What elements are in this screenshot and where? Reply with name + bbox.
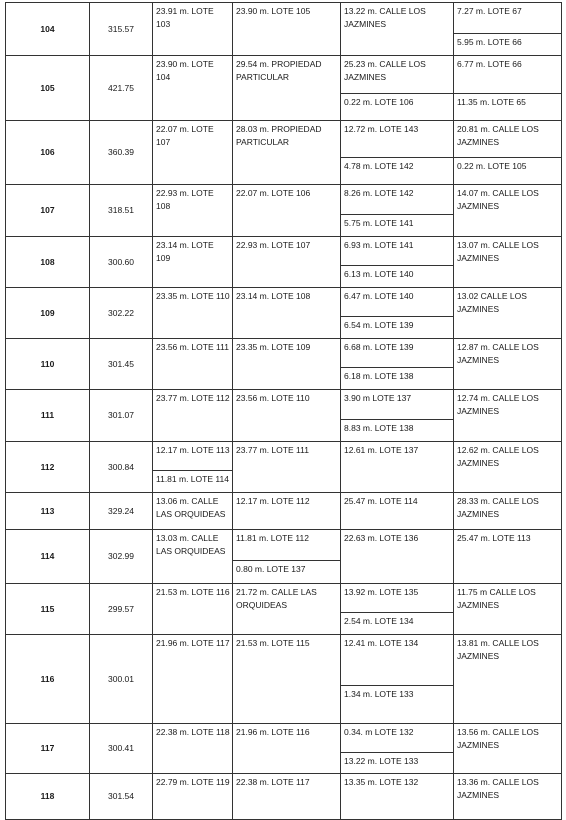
boundary-cell-4 (454, 56, 562, 121)
boundary-cell-1 (153, 774, 233, 820)
boundary-segment: 7.27 m. LOTE 67 (457, 6, 522, 16)
boundary-cell-4 (454, 584, 562, 635)
boundary-segment: 22.93 m. LOTE 108 (156, 188, 214, 211)
area-cell (90, 237, 153, 288)
area-cell (90, 442, 153, 493)
boundary-segment: 22.79 m. LOTE 119 (156, 777, 230, 787)
boundary-cell-2 (233, 237, 341, 288)
boundary-cell-2 (233, 724, 341, 774)
boundary-segment: 22.38 m. LOTE 118 (156, 727, 230, 737)
boundary-cell-4 (454, 237, 562, 288)
boundary-segment: 13.22 m. LOTE 133 (341, 752, 453, 772)
boundary-cell-4 (454, 3, 562, 56)
boundary-segment: 6.77 m. LOTE 66 (457, 59, 522, 69)
boundary-segment: 8.26 m. LOTE 142 (344, 188, 414, 198)
boundary-cell-4 (454, 288, 562, 339)
boundary-cell-1 (153, 442, 233, 493)
lote-number: 113 (40, 505, 55, 516)
boundary-segment: 11.81 m. LOTE 112 (236, 533, 309, 543)
boundary-segment: 13.02 CALLE LOS JAZMINES (457, 291, 527, 314)
lote-number: 117 (40, 743, 55, 753)
boundary-segment: 4.78 m. LOTE 142 (341, 157, 453, 183)
table-row (6, 121, 562, 185)
boundary-cell-4 (454, 390, 562, 442)
table-row (6, 237, 562, 288)
boundary-segment: 23.77 m. LOTE 112 (156, 393, 230, 403)
boundary-segment: 23.77 m. LOTE 111 (236, 445, 309, 455)
boundary-segment: 13.07 m. CALLE LOS JAZMINES (457, 240, 539, 263)
area-value: 300.41 (108, 743, 134, 753)
table-row (6, 724, 562, 774)
area-cell (90, 390, 153, 442)
area-value: 300.84 (108, 461, 134, 472)
lote-number: 106 (40, 147, 55, 157)
boundary-segment: 6.93 m. LOTE 141 (344, 240, 414, 250)
boundary-cell-3 (341, 237, 454, 288)
boundary-cell-4 (454, 635, 562, 724)
boundary-segment: 28.03 m. PROPIEDAD PARTICULAR (236, 124, 322, 147)
boundary-segment: 25.23 m. CALLE LOS JAZMINES (344, 59, 426, 82)
area-cell (90, 339, 153, 390)
boundary-segment: 21.72 m. CALLE LAS ORQUIDEAS (236, 587, 317, 610)
lote-number-cell (6, 493, 90, 530)
boundary-cell-4 (454, 774, 562, 820)
boundary-cell-1 (153, 121, 233, 185)
boundary-cell-2 (233, 3, 341, 56)
area-cell (90, 3, 153, 56)
area-cell (90, 493, 153, 530)
lot-boundaries-table (5, 2, 562, 820)
boundary-cell-1 (153, 584, 233, 635)
area-cell (90, 635, 153, 724)
area-cell (90, 584, 153, 635)
boundary-segment: 12.72 m. LOTE 143 (344, 124, 419, 134)
table-row (6, 635, 562, 724)
table-row (6, 390, 562, 442)
area-value: 301.45 (108, 358, 134, 369)
lote-number: 105 (40, 82, 55, 93)
boundary-segment: 23.91 m. LOTE 103 (156, 6, 214, 29)
boundary-segment: 21.96 m. LOTE 116 (236, 727, 310, 737)
boundary-cell-1 (153, 493, 233, 530)
boundary-segment: 0.34. m LOTE 132 (344, 727, 414, 737)
area-value: 421.75 (108, 82, 134, 93)
area-value: 301.54 (108, 791, 134, 801)
boundary-cell-2 (233, 390, 341, 442)
boundary-cell-3 (341, 635, 454, 724)
area-cell (90, 121, 153, 185)
boundary-segment: 22.07 m. LOTE 107 (156, 124, 214, 147)
boundary-cell-1 (153, 56, 233, 121)
boundary-cell-3 (341, 339, 454, 390)
boundary-cell-3 (341, 185, 454, 237)
table-row (6, 584, 562, 635)
boundary-cell-3 (341, 56, 454, 121)
lote-number-cell (6, 724, 90, 774)
boundary-segment: 20.81 m. CALLE LOS JAZMINES (457, 124, 539, 147)
table-row (6, 493, 562, 530)
boundary-cell-3 (341, 774, 454, 820)
boundary-segment: 6.13 m. LOTE 140 (341, 265, 453, 286)
area-value: 360.39 (108, 147, 134, 157)
boundary-segment: 23.56 m. LOTE 111 (156, 342, 229, 352)
boundary-segment: 3.90 m LOTE 137 (344, 393, 412, 403)
boundary-cell-3 (341, 442, 454, 493)
boundary-segment: 25.47 m. LOTE 113 (457, 533, 531, 543)
boundary-segment: 12.61 m. LOTE 137 (344, 445, 419, 455)
boundary-segment: 0.80 m. LOTE 137 (233, 560, 340, 582)
table-row (6, 185, 562, 237)
lote-number-cell (6, 185, 90, 237)
table-body (6, 3, 562, 820)
boundary-cell-4 (454, 724, 562, 774)
boundary-cell-1 (153, 530, 233, 584)
boundary-cell-1 (153, 288, 233, 339)
boundary-segment: 22.93 m. LOTE 107 (236, 240, 311, 250)
area-cell (90, 530, 153, 584)
boundary-segment: 12.74 m. CALLE LOS JAZMINES (457, 393, 539, 416)
lote-number: 112 (40, 461, 55, 472)
boundary-segment: 13.36 m. CALLE LOS JAZMINES (457, 777, 539, 800)
boundary-segment: 13.03 m. CALLE LAS ORQUIDEAS (156, 533, 226, 556)
boundary-segment: 0.22 m. LOTE 106 (341, 93, 453, 119)
boundary-cell-1 (153, 237, 233, 288)
area-value: 299.57 (108, 603, 134, 614)
table-row (6, 288, 562, 339)
lote-number: 114 (40, 551, 55, 561)
lote-number: 116 (40, 673, 55, 684)
boundary-segment: 6.54 m. LOTE 139 (341, 316, 453, 337)
boundary-cell-2 (233, 635, 341, 724)
area-value: 300.60 (108, 256, 134, 267)
lote-number: 109 (40, 307, 55, 318)
boundary-segment: 11.75 m CALLE LOS JAZMINES (457, 587, 536, 610)
boundary-cell-4 (454, 185, 562, 237)
area-cell (90, 56, 153, 121)
boundary-cell-1 (153, 185, 233, 237)
lote-number-cell (6, 635, 90, 724)
lote-number: 111 (40, 410, 55, 420)
table-row (6, 3, 562, 56)
boundary-segment: 23.35 m. LOTE 110 (156, 291, 230, 301)
lote-number: 104 (40, 23, 55, 34)
boundary-segment: 13.56 m. CALLE LOS JAZMINES (457, 727, 539, 750)
boundary-segment: 13.35 m. LOTE 132 (344, 777, 419, 787)
boundary-segment: 12.87 m. CALLE LOS JAZMINES (457, 342, 539, 365)
boundary-cell-1 (153, 635, 233, 724)
boundary-cell-1 (153, 724, 233, 774)
lote-number-cell (6, 288, 90, 339)
boundary-segment: 23.35 m. LOTE 109 (236, 342, 311, 352)
boundary-segment: 22.63 m. LOTE 136 (344, 533, 419, 543)
lote-number-cell (6, 584, 90, 635)
area-cell (90, 185, 153, 237)
table-row (6, 530, 562, 584)
boundary-segment: 23.56 m. LOTE 110 (236, 393, 310, 403)
boundary-cell-2 (233, 774, 341, 820)
boundary-cell-3 (341, 3, 454, 56)
boundary-cell-2 (233, 185, 341, 237)
boundary-segment: 22.07 m. LOTE 106 (236, 188, 311, 198)
table-row (6, 56, 562, 121)
boundary-cell-2 (233, 530, 341, 584)
lote-number-cell (6, 121, 90, 185)
boundary-segment: 21.53 m. LOTE 115 (236, 638, 310, 648)
area-cell (90, 774, 153, 820)
boundary-segment: 8.83 m. LOTE 138 (341, 419, 453, 440)
lote-number-cell (6, 390, 90, 442)
boundary-segment: 13.81 m. CALLE LOS JAZMINES (457, 638, 539, 661)
area-value: 302.22 (108, 307, 134, 318)
boundary-segment: 13.06 m. CALLE LAS ORQUIDEAS (156, 496, 226, 519)
boundary-cell-2 (233, 584, 341, 635)
boundary-segment: 21.53 m. LOTE 116 (156, 587, 230, 597)
lote-number-cell (6, 237, 90, 288)
lote-number: 115 (40, 603, 55, 614)
boundary-segment: 11.81 m. LOTE 114 (153, 470, 232, 491)
boundary-cell-2 (233, 56, 341, 121)
boundary-cell-1 (153, 390, 233, 442)
boundary-segment: 5.75 m. LOTE 141 (341, 214, 453, 235)
boundary-segment: 12.62 m. CALLE LOS JAZMINES (457, 445, 539, 468)
lote-number-cell (6, 774, 90, 820)
boundary-segment: 13.92 m. LOTE 135 (344, 587, 419, 597)
boundary-cell-4 (454, 121, 562, 185)
boundary-segment: 6.47 m. LOTE 140 (344, 291, 414, 301)
lote-number: 110 (40, 358, 55, 369)
boundary-segment: 25.47 m. LOTE 114 (344, 496, 418, 506)
boundary-segment: 22.38 m. LOTE 117 (236, 777, 310, 787)
area-value: 302.99 (108, 551, 134, 561)
boundary-cell-1 (153, 3, 233, 56)
lote-number: 107 (40, 205, 55, 215)
boundary-segment: 5.95 m. LOTE 66 (454, 33, 561, 54)
area-value: 329.24 (108, 505, 134, 516)
lote-number-cell (6, 339, 90, 390)
boundary-segment: 23.14 m. LOTE 108 (236, 291, 311, 301)
table-row (6, 442, 562, 493)
boundary-cell-2 (233, 121, 341, 185)
lote-number-cell (6, 530, 90, 584)
boundary-cell-3 (341, 121, 454, 185)
table-row (6, 339, 562, 390)
boundary-cell-3 (341, 584, 454, 635)
boundary-cell-2 (233, 288, 341, 339)
boundary-segment: 1.34 m. LOTE 133 (341, 685, 453, 722)
lote-number: 118 (40, 791, 55, 801)
boundary-cell-4 (454, 530, 562, 584)
area-cell (90, 724, 153, 774)
boundary-segment: 11.35 m. LOTE 65 (454, 93, 561, 119)
lote-number-cell (6, 442, 90, 493)
boundary-cell-3 (341, 493, 454, 530)
boundary-cell-3 (341, 288, 454, 339)
boundary-segment: 28.33 m. CALLE LOS JAZMINES (457, 496, 539, 519)
boundary-segment: 0.22 m. LOTE 105 (454, 157, 561, 183)
area-value: 318.51 (108, 205, 134, 215)
boundary-segment: 12.41 m. LOTE 134 (344, 638, 419, 648)
boundary-cell-3 (341, 390, 454, 442)
area-value: 301.07 (108, 410, 134, 420)
table-row (6, 774, 562, 820)
boundary-segment: 13.22 m. CALLE LOS JAZMINES (344, 6, 426, 29)
boundary-segment: 21.96 m. LOTE 117 (156, 638, 230, 648)
boundary-segment: 14.07 m. CALLE LOS JAZMINES (457, 188, 539, 211)
boundary-cell-3 (341, 530, 454, 584)
boundary-segment: 12.17 m. LOTE 113 (156, 445, 230, 455)
lote-number-cell (6, 56, 90, 121)
boundary-cell-2 (233, 339, 341, 390)
boundary-cell-1 (153, 339, 233, 390)
boundary-segment: 23.90 m. LOTE 105 (236, 6, 311, 16)
lote-number-cell (6, 3, 90, 56)
boundary-segment: 23.90 m. LOTE 104 (156, 59, 214, 82)
boundary-cell-4 (454, 339, 562, 390)
boundary-cell-4 (454, 442, 562, 493)
area-cell (90, 288, 153, 339)
lote-number: 108 (40, 256, 55, 267)
boundary-segment: 2.54 m. LOTE 134 (341, 612, 453, 633)
boundary-segment: 29.54 m. PROPIEDAD PARTICULAR (236, 59, 322, 82)
boundary-cell-4 (454, 493, 562, 530)
boundary-cell-2 (233, 493, 341, 530)
boundary-cell-2 (233, 442, 341, 493)
area-value: 315.57 (108, 23, 134, 34)
boundary-segment: 12.17 m. LOTE 112 (236, 496, 310, 506)
boundary-segment: 23.14 m. LOTE 109 (156, 240, 214, 263)
area-value: 300.01 (108, 673, 134, 684)
boundary-cell-3 (341, 724, 454, 774)
boundary-segment: 6.18 m. LOTE 138 (341, 367, 453, 388)
boundary-segment: 6.68 m. LOTE 139 (344, 342, 414, 352)
